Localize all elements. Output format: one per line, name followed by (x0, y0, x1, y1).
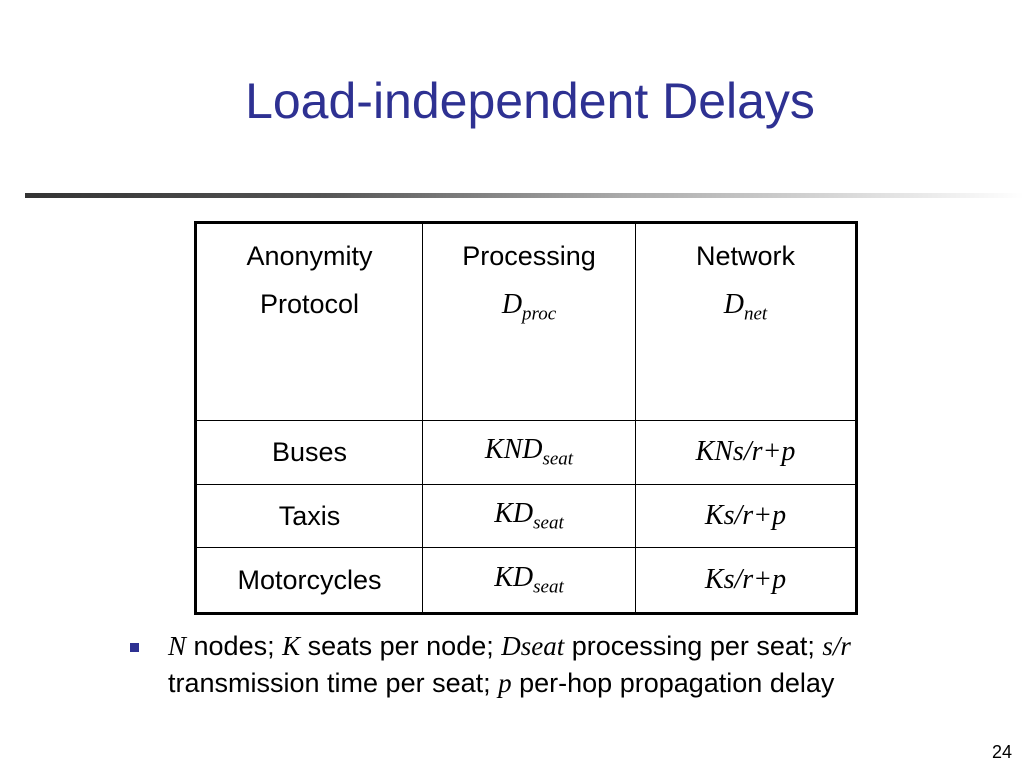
header-processing-symbol: $D_{proc}$ (501, 289, 557, 325)
header-protocol-line1: Anonymity (246, 241, 373, 271)
delays-table (194, 221, 858, 615)
cell-network: Ks/r+p (636, 548, 857, 614)
cell-processing: $KD_{seat}$ (423, 484, 636, 548)
header-network-symbol: $D_{net}$ (723, 289, 768, 325)
title-divider (25, 193, 1024, 198)
header-network (636, 223, 857, 421)
table-row (196, 420, 857, 484)
cell-protocol: Buses (196, 420, 423, 484)
table-row (196, 548, 857, 614)
header-processing-line1: Processing (462, 241, 596, 271)
table-row (196, 484, 857, 548)
cell-processing: $KD_{seat}$ (423, 548, 636, 614)
header-protocol (196, 223, 423, 421)
page-number: 24 (991, 742, 1012, 762)
bullet-list (130, 628, 930, 702)
header-network-line1: Network (695, 241, 796, 271)
bullet-marker (130, 643, 139, 652)
cell-network: Ks/r+p (636, 484, 857, 548)
header-processing (423, 223, 636, 421)
table-header-row (196, 223, 857, 421)
cell-protocol: Motorcycles (196, 548, 423, 614)
slide-title: Load-independent Delays (245, 73, 815, 129)
cell-processing: $KND_{seat}$ (423, 420, 636, 484)
bullet-text: N nodes; K seats per node; Dseat processing per seat; s/r transmission time per seat; p per-hop propagation delay (168, 631, 851, 698)
cell-network: KNs/r+p (636, 420, 857, 484)
cell-protocol: Taxis (196, 484, 423, 548)
header-protocol-line2: Protocol (259, 289, 360, 319)
